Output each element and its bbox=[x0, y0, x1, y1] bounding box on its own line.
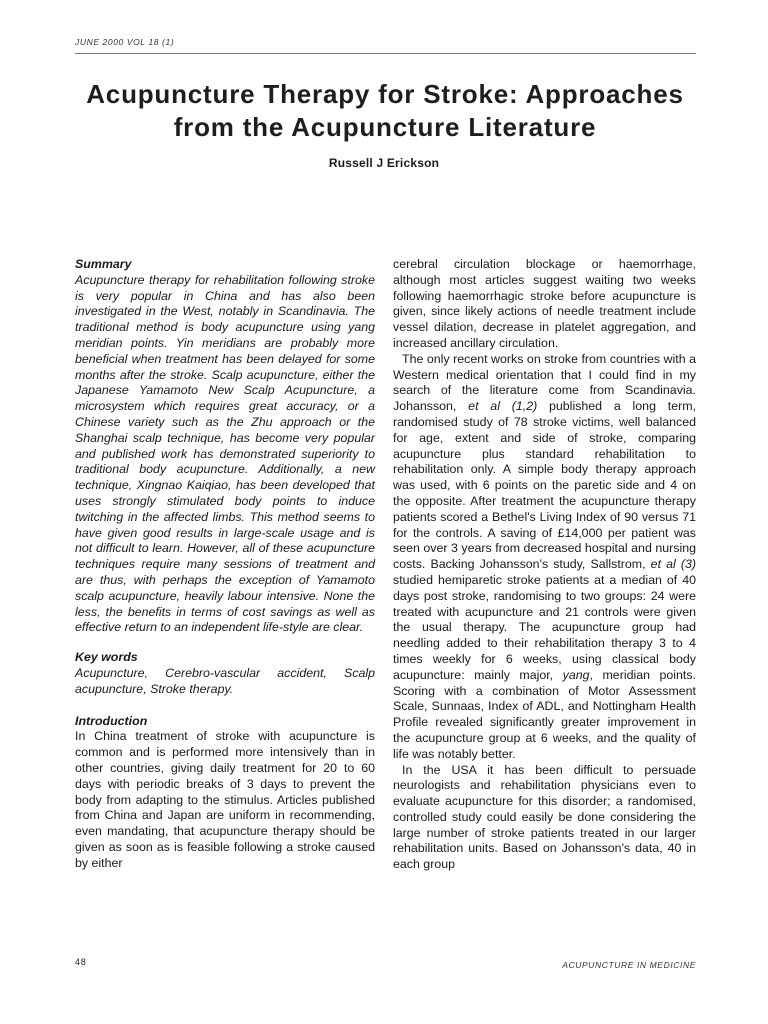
header-divider bbox=[75, 53, 696, 54]
emphasis-term: yang bbox=[562, 667, 590, 682]
title-line-1: Acupuncture Therapy for Stroke: Approaches bbox=[86, 79, 684, 109]
journal-issue-header: JUNE 2000 VOL 18 (1) bbox=[75, 37, 175, 47]
page-number: 48 bbox=[75, 957, 87, 967]
keywords-text: Acupuncture, Cerebro-vascular accident, Scalp acupuncture, Stroke therapy. bbox=[75, 665, 375, 696]
summary-heading: Summary bbox=[75, 257, 132, 271]
body-paragraph-3: In the USA it has been difficult to persuade neurologists and rehabilitation physicians even to evaluate acupuncture for this disorder; a randomised, controlled study could easily be done considering the large number of stroke patients treated in our larger rehabilitation units. Based on Johansson's data, 40 in each group bbox=[393, 762, 696, 872]
introduction-paragraph: In China treatment of stroke with acupuncture is common and is performed more intensively than in other countries, giving daily treatment for 20 to 60 days with periodic breaks of 3 days to prevent the body from adapting to the stimulus. Articles published from China and Japan are uniform in recommending, even mandating, that acupuncture therapy should be given as soon as is feasible following a stroke caused by either bbox=[75, 729, 375, 870]
article-title bbox=[60, 78, 710, 144]
body-paragraph-2 bbox=[393, 352, 696, 763]
left-column bbox=[75, 257, 375, 871]
body-text: , meridian points. Scoring with a combination of Motor Assessment Scale, Sunnaas, Index of ADL, and Nottingham Health Profile revealed significantly greater improvement in the acupuncture group at 6 weeks, and the quality of life was notably better. bbox=[393, 667, 696, 761]
introduction-heading: Introduction bbox=[75, 713, 148, 728]
journal-name-footer: ACUPUNCTURE IN MEDICINE bbox=[562, 960, 696, 970]
body-text: studied hemiparetic stroke patients at a median of 40 days post stroke, randomising to two groups: 24 were treated with acupuncture and 21 controls were given the usual therapy. The acupuncture group had needling added to their rehabilitation therapy 3 to 4 times weekly for 6 weeks, using classical body acupuncture: mainly major, bbox=[393, 572, 696, 682]
body-text: The only recent works on stroke from countries with a Western medical orientation that I could find in my search of the literature come from Scandinavia. Johansson, bbox=[393, 351, 696, 414]
body-paragraph-1: cerebral circulation blockage or haemorrhage, although most articles suggest waiting two weeks following haemorrhagic stroke before acupuncture is given, since likely actions of needle treatment include vessel dilation, decrease in platelet aggregation, and increased ancillary circulation. bbox=[393, 257, 696, 350]
body-text: published a long term, randomised study of 78 stroke victims, well balanced for age, extent and side of stroke, comparing acupuncture plus standard rehabilitation to rehabilitation only. A simple body therapy approach was used, with 6 points on the paretic side and 4 on the opposite. After treatment the acupuncture therapy patients scored a Bethel's Living Index of 90 versus 71 for the controls. A saving of £14,000 per patient was seen over 3 years from decreased hospital and nursing costs. Backing Johansson's study, Sallstrom, bbox=[393, 399, 696, 572]
keywords-heading: Key words bbox=[75, 650, 138, 665]
summary-text: Acupuncture therapy for rehabilitation following stroke is very popular in China and has also been investigated in the West, notably in Scandinavia. The traditional method is body acupuncture using yang meridian points. Yin meridians are probably more beneficial when treatment has been delayed for some months after the stroke. Scalp acupuncture, either the Japanese Yamamoto New Scalp Acupuncture, a microsystem which requires great accuracy, or a Chinese variety such as the Zhu approach or the Shanghai scalp technique, has become very popular and published work has demonstrated superiority to traditional body acupuncture. Additionally, a new technique, Xingnao Kaiqiao, has been developed that uses strongly stimulated body points to induce twitching in the affected limbs. This method seems to have given good results in large-scale usage and is not difficult to learn. However, all of these acupuncture techniques require many sessions of treatment and are thus, with perhaps the exception of Yamamoto scalp acupuncture, heavily labour intensive. None the less, the benefits in terms of cost savings as well as effective return to an independent life-style are clear. bbox=[75, 272, 375, 635]
author-name: Russell J Erickson bbox=[328, 156, 440, 170]
right-column bbox=[393, 257, 696, 873]
citation: et al (1,2) bbox=[468, 399, 538, 414]
title-line-2: from the Acupuncture Literature bbox=[173, 112, 597, 142]
citation: et al (3) bbox=[650, 557, 696, 572]
